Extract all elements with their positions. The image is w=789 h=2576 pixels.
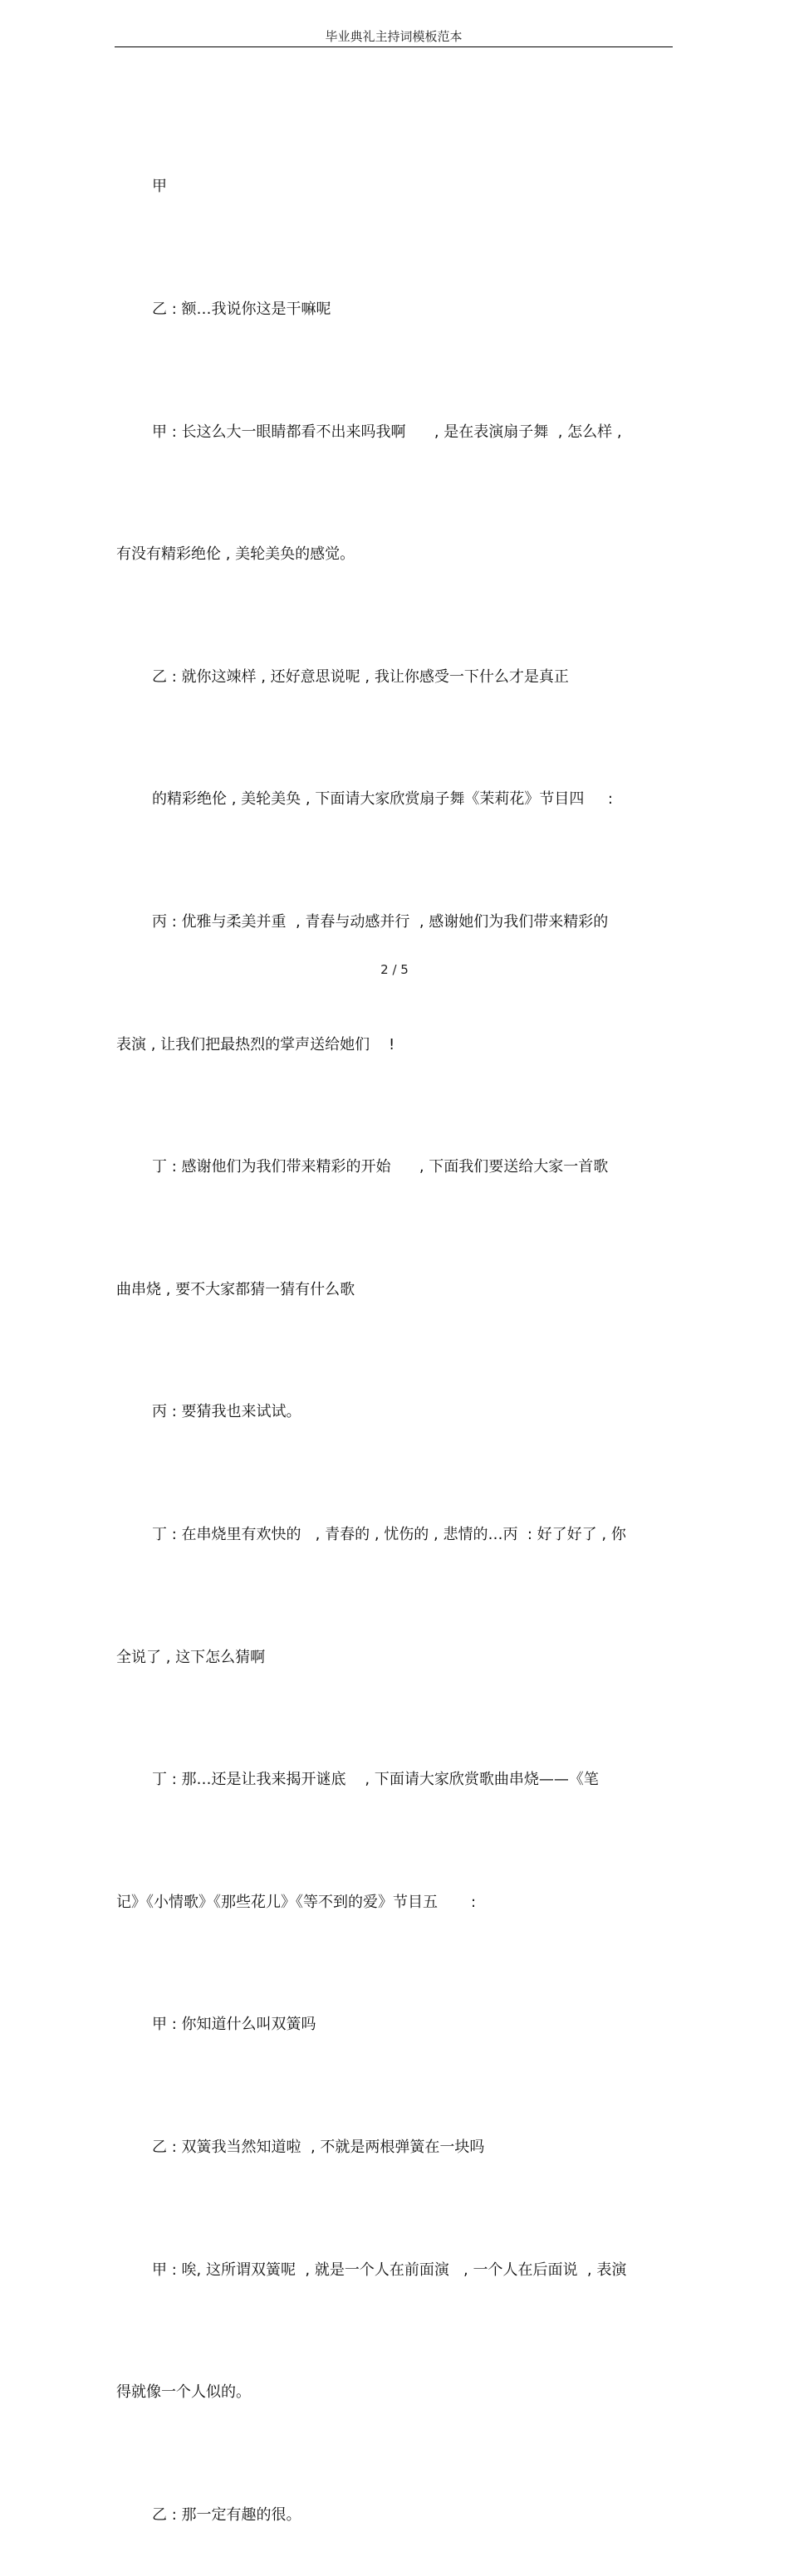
paragraph-line: 全说了 , 这下怎么猜啊 <box>116 1648 266 1666</box>
paragraph-line: 丁 : 在串烧里有欢快的 , 青春的 , 忧伤的 , 悲情的…丙 : 好了好了 , 你 <box>152 1525 626 1543</box>
paragraph-line: 甲 : 唉, 这所谓双簧呢 , 就是一个人在前面演 , 一个人在后面说 , 表演 <box>152 2261 627 2279</box>
paragraph-line: 丙 : 要猜我也来试试。 <box>152 1403 301 1421</box>
paragraph-line: 表演 , 让我们把最热烈的掌声送给她们 ! <box>116 1035 395 1053</box>
paragraph-line: 甲 : 你知道什么叫双簧吗 <box>152 2016 316 2034</box>
paragraph-line: 丁 : 感谢他们为我们带来精彩的开始 , 下面我们要送给大家一首歌 <box>152 1158 609 1176</box>
paragraph-line: 乙 : 就你这竦样 , 还好意思说呢 , 我让你感受一下什么才是真正 <box>152 667 569 686</box>
paragraph-line: 丁 : 那…还是让我来揭开谜底 , 下面请大家欣赏歌曲串烧——《笔 <box>152 1771 599 1789</box>
paragraph-line: 得就像一个人似的。 <box>116 2383 251 2402</box>
header-divider <box>115 46 673 47</box>
paragraph-line: 曲串烧 , 要不大家都猜一猜有什么歌 <box>116 1280 355 1298</box>
paragraph-line: 记》《小情歌》《那些花儿》《等不到的爱》节目五 : <box>116 1893 477 1911</box>
paragraph-line: 乙 : 双簧我当然知道啦 , 不就是两根弹簧在一块吗 <box>152 2138 485 2156</box>
paragraph-line: 乙 : 额…我说你这是干嘛呢 <box>152 301 331 318</box>
paragraph-line: 甲 : 长这么大一眼睛都看不出来吗我啊 , 是在表演扇子舞 , 怎么样 , <box>152 423 622 441</box>
paragraph-line: 乙 : 那一定有趣的很。 <box>152 2505 301 2524</box>
page-number: 2 / 5 <box>380 962 409 977</box>
paragraph-line: 有没有精彩绝伦 , 美轮美奂的感觉。 <box>116 545 355 564</box>
page-header-title: 毕业典礼主持词模板范本 <box>325 29 463 44</box>
paragraph-line: 的精彩绝伦 , 美轮美奂 , 下面请大家欣赏扇子舞《茉莉花》节目四 : <box>152 790 614 809</box>
paragraph-line: 丙 : 优雅与柔美并重 , 青春与动感并行 , 感谢她们为我们带来精彩的 <box>152 912 609 931</box>
paragraph-line: 甲 <box>152 178 167 196</box>
document-body <box>116 85 674 2576</box>
